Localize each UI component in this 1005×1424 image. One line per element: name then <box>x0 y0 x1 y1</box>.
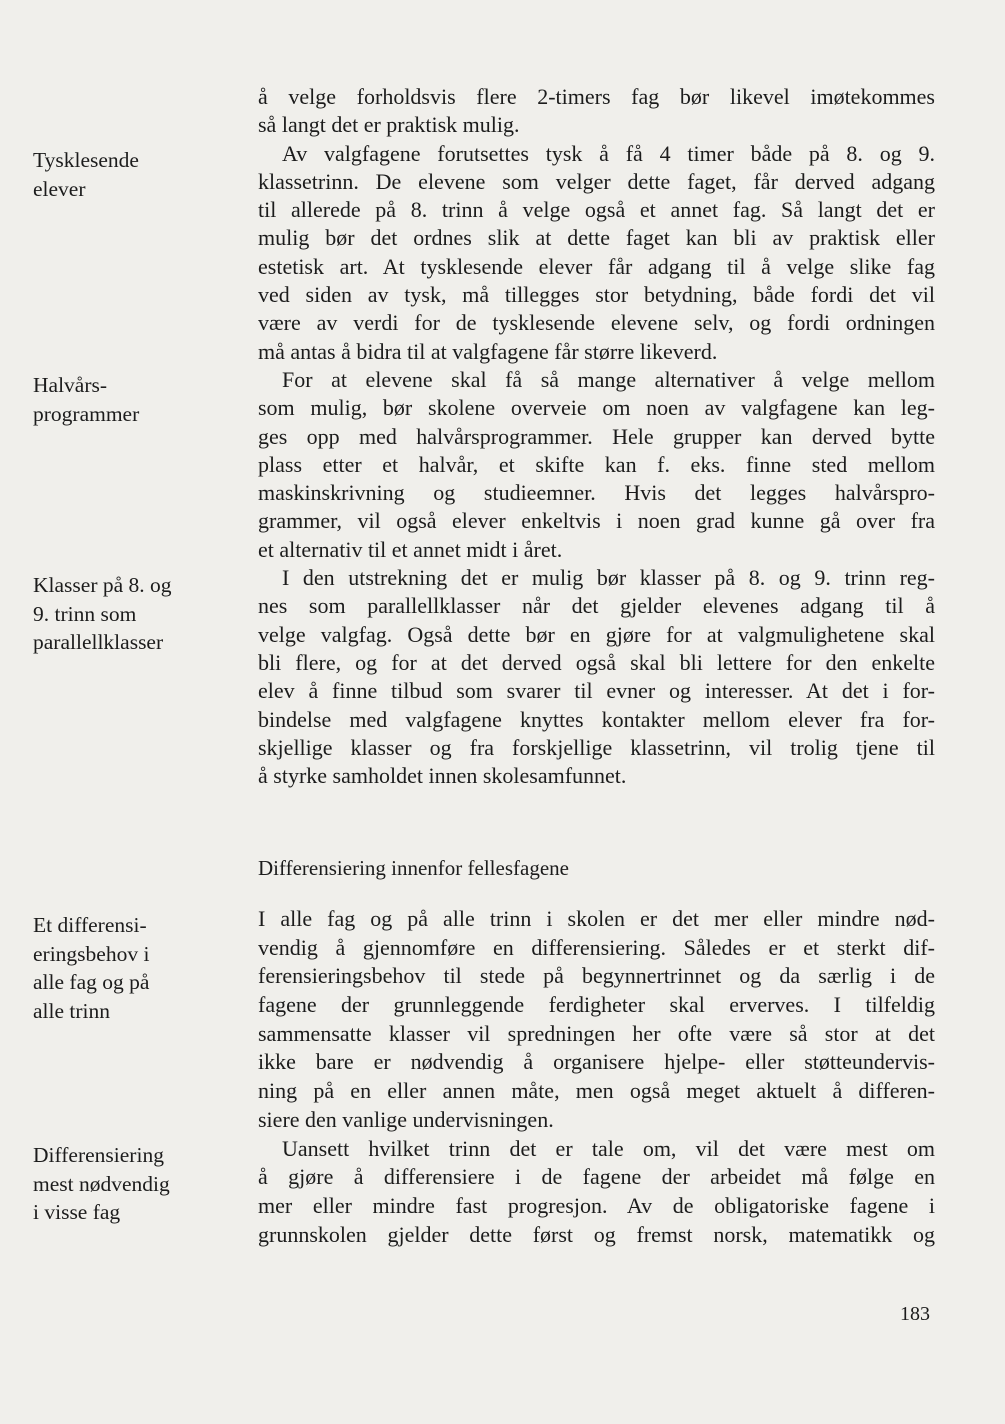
margin-note-line: 9. trinn som <box>33 601 137 626</box>
text-line: For at elevene skal få så mange alternativer å velge mellom <box>282 366 935 392</box>
text-line: å styrke samholdet innen skolesamfunnet. <box>258 763 627 789</box>
text-line: nes som parallellklasser når det gjelder elevenes adgang til å <box>258 593 935 619</box>
text-line: siere den vanlige undervisningen. <box>258 1106 554 1132</box>
text-line: ges opp med halvårsprogrammer. Hele grupper kan derved bytte <box>258 423 935 449</box>
margin-note-line: programmer <box>33 401 140 426</box>
text-line: ikke bare er nødvendig å organisere hjelpe- eller støtteundervis- <box>258 1049 935 1075</box>
text-line: I alle fag og på alle trinn i skolen er det mer eller mindre nød- <box>258 906 935 931</box>
body-text-block-1 <box>258 83 935 790</box>
text-line: velge valgfag. Også dette bør en gjøre for at valgmulighetene skal <box>258 621 935 647</box>
text-line: et alternativ til et annet midt i året. <box>258 536 563 562</box>
page-number: 183 <box>900 1303 930 1325</box>
text-line: fagene der grunnleggende ferdigheter skal erverves. I tilfeldig <box>258 992 935 1018</box>
text-line: Av valgfagene forutsettes tysk å få 4 timer både på 8. og 9. <box>282 140 935 166</box>
section-heading: Differensiering innenfor fellesfagene <box>258 856 569 880</box>
text-line: ved siden av tysk, må tillegges stor betydning, både fordi det vil <box>258 282 935 308</box>
text-line: ning på en eller annen måte, men også meget aktuelt å differen- <box>258 1078 935 1104</box>
text-line: mulig bør det ordnes slik at dette faget kan bli av praktisk eller <box>258 225 935 251</box>
text-line: I den utstrekning det er mulig bør klasser på 8. og 9. trinn reg- <box>282 565 935 591</box>
text-line: ferensieringsbehov til stede på begynnertrinnet og da særlig i de <box>258 963 935 989</box>
margin-note-line: Tysklesende <box>33 148 139 172</box>
margin-note-differensieringsbehov <box>33 911 149 1025</box>
margin-note-line: alle fag og på <box>33 970 150 995</box>
margin-note-line: Differensiering <box>33 1143 164 1167</box>
text-line: bli flere, og for at det derved også skal bli lettere for den enkelte <box>258 649 935 675</box>
margin-note-line: parallellklasser <box>33 630 164 655</box>
margin-note-line: alle trinn <box>33 998 111 1023</box>
text-line: må antas å bidra til at valgfagene får større likeverd. <box>258 338 718 364</box>
text-line: så langt det er praktisk mulig. <box>258 112 520 138</box>
margin-note-halvarsprogrammer <box>33 371 139 428</box>
text-line: som mulig, bør skolene overveie om noen av valgfagene kan leg- <box>258 395 935 421</box>
text-line: til allerede på 8. trinn å velge også et annet fag. Så langt det er <box>258 197 935 223</box>
text-line: estetisk art. At tysklesende elever får adgang til å velge slike fag <box>258 253 935 279</box>
text-line: grunnskolen gjelder dette først og fremst norsk, matematikk og <box>258 1221 935 1247</box>
margin-note-differensiering-nodvendig <box>33 1141 170 1227</box>
text-line: klassetrinn. De elevene som velger dette faget, får derved adgang <box>258 168 935 194</box>
text-line: sammensatte klasser vil spredningen her ofte være så stor at det <box>258 1020 935 1046</box>
text-line: grammer, vil også elever enkeltvis i noen grad kunne gå over fra <box>258 508 935 534</box>
text-line: mer eller mindre fast progresjon. Av de obligatoriske fagene i <box>258 1192 935 1218</box>
margin-note-parallellklasser <box>33 571 172 657</box>
text-line: plass etter et halvår, et skifte kan f. eks. finne sted mellom <box>258 451 935 477</box>
margin-note-line: Halvårs- <box>33 373 108 397</box>
margin-note-line: mest nødvendig <box>33 1171 170 1196</box>
margin-note-line: eringsbehov i <box>33 941 150 966</box>
text-line: å velge forholdsvis flere 2-timers fag bør likevel imøtekommes <box>258 84 935 109</box>
body-text-block-2 <box>258 905 935 1249</box>
text-line: maskinskrivning og studieemner. Hvis det legges halvårspro- <box>258 480 935 506</box>
text-line: være av verdi for de tysklesende elevene selv, og fordi ordningen <box>258 310 935 336</box>
text-line: bindelse med valgfagene knyttes kontakter mellom elever fra for- <box>258 706 935 732</box>
text-line: skjellige klasser og fra forskjellige klassetrinn, vil trolig tjene til <box>258 734 935 760</box>
text-line: vendig å gjennomføre en differensiering. Således er et sterkt dif- <box>258 934 935 960</box>
text-line: elev å finne tilbud som svarer til evner og interesser. At det i for- <box>258 678 935 704</box>
margin-note-line: Klasser på 8. og <box>33 573 172 597</box>
margin-note-tysklesende <box>33 146 139 203</box>
text-line: å gjøre å differensiere i de fagene der arbeidet må følge en <box>258 1164 935 1190</box>
text-line: Uansett hvilket trinn det er tale om, vil det være mest om <box>282 1135 935 1161</box>
margin-note-line: elever <box>33 176 86 201</box>
margin-note-line: i visse fag <box>33 1200 121 1225</box>
margin-note-line: Et differensi- <box>33 913 147 937</box>
